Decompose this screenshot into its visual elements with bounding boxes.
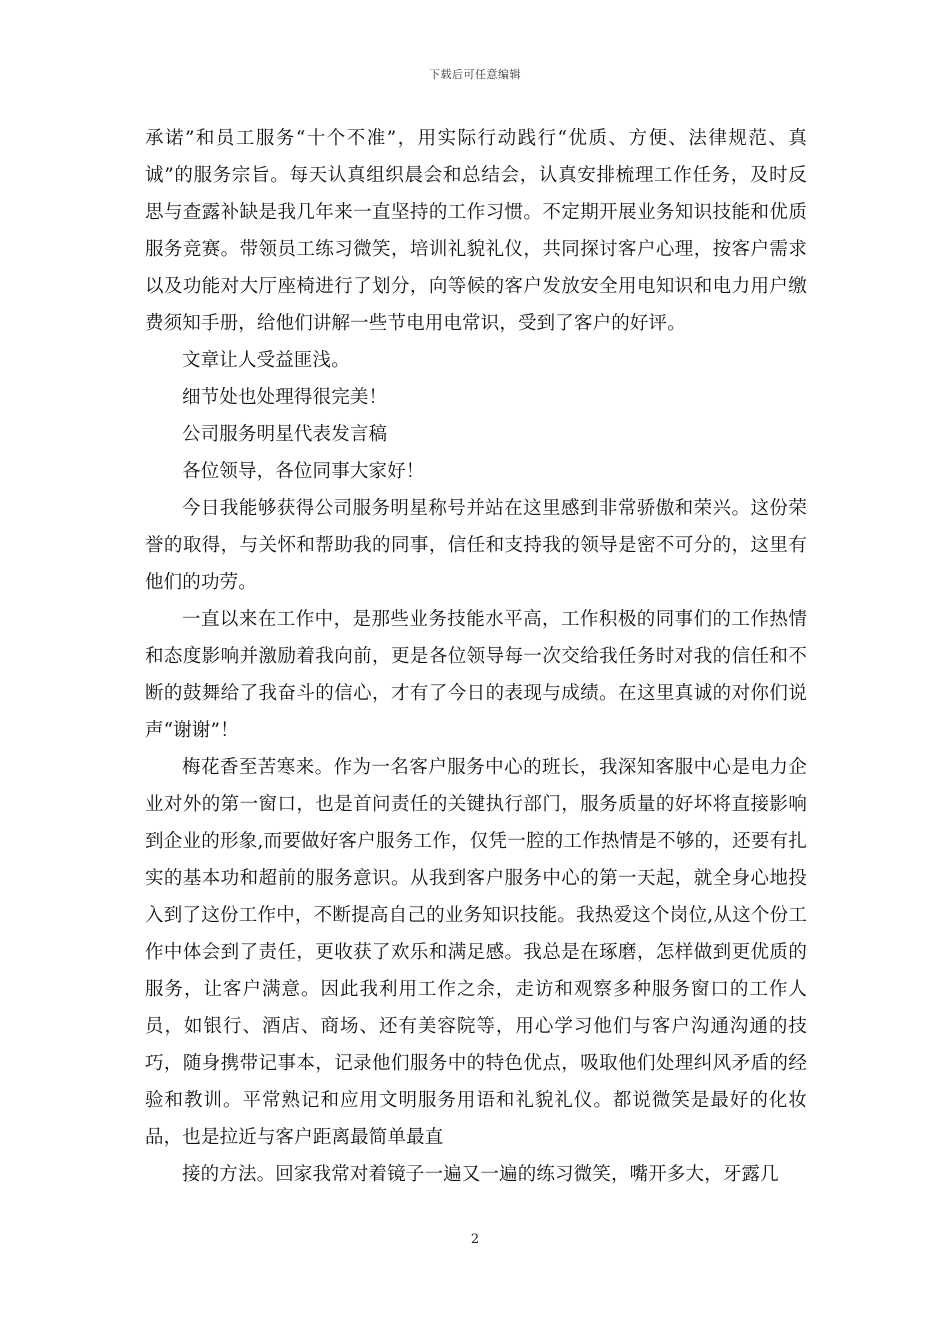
page-header: 下载后可任意编辑 xyxy=(429,68,521,81)
paragraph: 文章让人受益匪浅。 xyxy=(182,350,350,371)
paragraph: 各位领导，各位同事大家好！ xyxy=(182,461,425,482)
paragraph: 一直以来在工作中，是那些业务技能水平高，工作积极的同事们的工作热情和态度影响并激励着我向前，更是各位领导每一次交给我任务时对我的信任和不断的鼓舞给了我奋斗的信心，才有了今日的表现与成绩。在这里真诚的对你们说声“谢谢”！ xyxy=(145,609,807,741)
document-body xyxy=(145,120,807,1193)
page-number: 2 xyxy=(470,1232,480,1247)
paragraph: 细节处也处理得很完美！ xyxy=(182,387,388,408)
paragraph: 梅花香至苦寒来。作为一名客户服务中心的班长，我深知客服中心是电力企业对外的第一窗口，也是首问责任的关键执行部门，服务质量的好坏将直接影响到企业的形象,而要做好客户服务工作，仅凭一腔的工作热情是不够的，还要有扎实的基本功和超前的服务意识。从我到客户服务中心的第一天起，就全身心地投入到了这份工作中，不断提高自己的业务知识技能。我热爱这个岗位,从这个份工作中体会到了责任，更收获了欢乐和满足感。我总是在琢磨，怎样做到更优质的服务，让客户满意。因此我利用工作之余，走访和观察多种服务窗口的工作人员，如银行、酒店、商场、还有美容院等，用心学习他们与客户沟通沟通的技巧，随身携带记事本，记录他们服务中的特色优点，吸取他们处理纠风矛盾的经验和教训。平常熟记和应用文明服务用语和礼貌礼仪。都说微笑是最好的化妆品，也是拉近与客户距离最简单最直 xyxy=(145,757,807,1148)
paragraph: 今日我能够获得公司服务明星称号并站在这里感到非常骄傲和荣兴。这份荣誉的取得，与关怀和帮助我的同事，信任和支持我的领导是密不可分的，这里有他们的功劳。 xyxy=(145,498,807,593)
paragraph: 接的方法。回家我常对着镜子一遍又一遍的练习微笑，嘴开多大，牙露几 xyxy=(182,1164,779,1185)
paragraph: 承诺”和员工服务“十个不准”，用实际行动践行“优质、方便、法律规范、真诚”的服务宗旨。每天认真组织晨会和总结会，认真安排梳理工作任务，及时反思与查露补缺是我几年来一直坚持的工作习惯。不定期开展业务知识技能和优质服务竞赛。带领员工练习微笑，培训礼貌礼仪，共同探讨客户心理，按客户需求以及功能对大厅座椅进行了划分，向等候的客户发放安全用电知识和电力用户缴费须知手册，给他们讲解一些节电用电常识，受到了客户的好评。 xyxy=(145,128,807,334)
paragraph: 公司服务明星代表发言稿 xyxy=(182,424,388,445)
